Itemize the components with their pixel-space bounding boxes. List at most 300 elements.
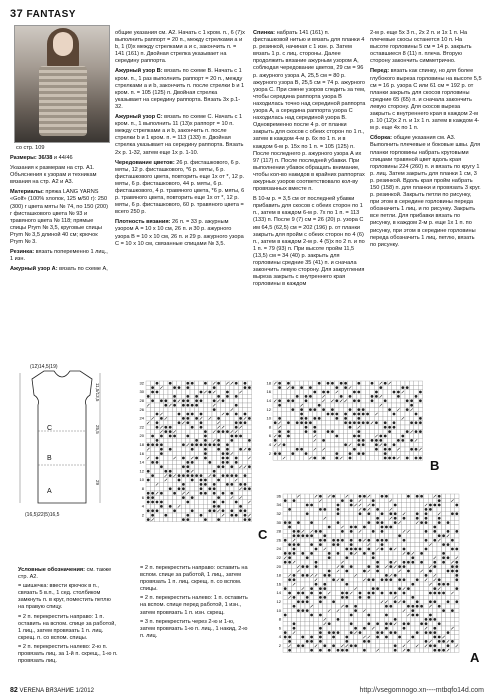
chart-cell	[283, 525, 287, 529]
chart-symbol	[182, 457, 185, 460]
chart-cell	[309, 547, 313, 551]
chart-cell	[405, 438, 409, 442]
chart-symbol	[389, 548, 392, 551]
chart-symbol	[182, 474, 185, 477]
chart-cell	[450, 551, 454, 555]
chart-cell	[221, 434, 225, 438]
chart-cell	[177, 513, 181, 517]
chart-symbol	[213, 399, 216, 402]
chart-cell	[446, 512, 450, 516]
chart-cell	[216, 451, 220, 455]
chart-symbol	[363, 495, 366, 498]
chart-cell	[301, 512, 305, 516]
chart-cell	[203, 487, 207, 491]
chart-cell	[380, 507, 384, 511]
chart-cell	[331, 595, 335, 599]
chart-symbol	[363, 508, 366, 511]
chart-cell	[323, 560, 327, 564]
chart-cell	[155, 416, 159, 420]
chart-symbol	[186, 474, 189, 477]
chart-cell	[190, 517, 194, 521]
chart-symbol	[186, 399, 189, 402]
chart-symbol	[191, 461, 194, 464]
chart-cell	[340, 551, 344, 555]
chart-cell	[349, 560, 353, 564]
chart-cell	[349, 556, 353, 560]
chart-cell	[277, 412, 281, 416]
chart-symbol	[147, 395, 150, 398]
chart-row-number: 8	[278, 616, 281, 622]
chart-symbol	[301, 565, 304, 568]
chart-cell	[428, 547, 432, 551]
chart-cell	[146, 434, 150, 438]
chart-symbol	[407, 552, 410, 555]
chart-cell	[335, 429, 339, 433]
chart-cell	[230, 517, 234, 521]
chart-cell	[365, 416, 369, 420]
chart-cell	[177, 465, 181, 469]
chart-cell	[392, 403, 396, 407]
chart-cell	[326, 407, 330, 411]
chart-symbol	[315, 583, 318, 586]
chart-cell	[379, 412, 383, 416]
chart-cell	[164, 456, 168, 460]
chart-cell	[414, 425, 418, 429]
chart-symbol	[367, 565, 370, 568]
chart-symbol	[182, 518, 185, 521]
chart-cell	[396, 381, 400, 385]
chart-symbol	[455, 587, 458, 590]
chart-cell	[441, 604, 445, 608]
chart-symbol	[297, 644, 300, 647]
chart-cell	[164, 504, 168, 508]
chart-symbol	[406, 457, 409, 460]
chart-cell	[371, 542, 375, 546]
chart-cell	[389, 538, 393, 542]
chart-cell	[327, 626, 331, 630]
chart-cell	[433, 498, 437, 502]
chart-cell	[323, 564, 327, 568]
chart-symbol	[376, 636, 379, 639]
chart-cell	[318, 582, 322, 586]
chart-cell	[397, 498, 401, 502]
chart-symbol	[438, 495, 441, 498]
chart-cell	[428, 538, 432, 542]
chart-cell	[358, 639, 362, 643]
chart-cell	[177, 460, 181, 464]
chart-symbol	[313, 457, 316, 460]
chart-cell	[177, 443, 181, 447]
chart-symbol	[379, 435, 382, 438]
chart-cell	[225, 385, 229, 389]
chart-cell	[331, 586, 335, 590]
chart-cell	[393, 569, 397, 573]
chart-cell	[371, 617, 375, 621]
chart-cell	[234, 491, 238, 495]
chart-cell	[203, 394, 207, 398]
chart-symbol	[248, 439, 251, 442]
chart-cell	[203, 473, 207, 477]
chart-cell	[199, 500, 203, 504]
chart-cell	[292, 648, 296, 652]
chart-cell	[406, 520, 410, 524]
chart-cell	[221, 447, 225, 451]
chart-cell	[273, 412, 277, 416]
chart-cell	[352, 429, 356, 433]
chart-cell	[177, 403, 181, 407]
chart-cell	[352, 456, 356, 460]
chart-symbol	[372, 556, 375, 559]
chart-cell	[194, 381, 198, 385]
chart-symbol	[388, 448, 391, 451]
chart-cell	[384, 569, 388, 573]
chart-symbol	[226, 430, 229, 433]
chart-cell	[277, 394, 281, 398]
chart-cell	[340, 547, 344, 551]
chart-cell	[234, 495, 238, 499]
chart-symbol	[297, 543, 300, 546]
chart-cell	[221, 487, 225, 491]
chart-symbol	[385, 495, 388, 498]
chart-symbol	[182, 399, 185, 402]
chart-symbol	[359, 495, 362, 498]
chart-cell	[353, 529, 357, 533]
chart-symbol	[278, 399, 281, 402]
chart-symbol	[226, 452, 229, 455]
chart-cell	[309, 626, 313, 630]
chart-cell	[305, 578, 309, 582]
chart-cell	[314, 617, 318, 621]
chart-cell	[150, 421, 154, 425]
chart-cell	[375, 556, 379, 560]
chart-symbol	[274, 452, 277, 455]
chart-cell	[146, 425, 150, 429]
chart-symbol	[306, 640, 309, 643]
chart-symbol	[349, 426, 352, 429]
chart-cell	[379, 407, 383, 411]
chart-symbol	[164, 470, 167, 473]
chart-cell	[230, 500, 234, 504]
chart-symbol	[438, 517, 441, 520]
chart-cell	[371, 648, 375, 652]
chart-cell	[301, 507, 305, 511]
chart-symbol	[160, 448, 163, 451]
chart-cell	[374, 451, 378, 455]
chart-cell	[296, 538, 300, 542]
chart-cell	[150, 381, 154, 385]
chart-cell	[247, 394, 251, 398]
chart-cell	[308, 443, 312, 447]
chart-cell	[291, 412, 295, 416]
chart-symbol	[222, 492, 225, 495]
chart-cell	[323, 512, 327, 516]
chart-symbol	[357, 382, 360, 385]
chart-cell	[286, 456, 290, 460]
chart-symbol	[425, 640, 428, 643]
chart-cell	[353, 494, 357, 498]
chart-cell	[177, 381, 181, 385]
chart-cell	[318, 560, 322, 564]
chart-cell	[203, 412, 207, 416]
chart-cell	[330, 394, 334, 398]
chart-cell	[419, 595, 423, 599]
chart-symbol	[384, 382, 387, 385]
chart-symbol	[398, 565, 401, 568]
chart-symbol	[178, 421, 181, 424]
chart-cell	[375, 582, 379, 586]
chart-cell	[374, 429, 378, 433]
chart-cell	[314, 556, 318, 560]
chart-cell	[370, 443, 374, 447]
chart-cell	[415, 547, 419, 551]
chart-symbol	[239, 505, 242, 508]
chart-cell	[446, 613, 450, 617]
chart-cell	[380, 556, 384, 560]
chart-cell	[186, 407, 190, 411]
chart-cell	[172, 465, 176, 469]
chart-cell	[230, 469, 234, 473]
chart-cell	[314, 538, 318, 542]
chart-symbol	[182, 404, 185, 407]
chart-symbol	[389, 512, 392, 515]
chart-cell	[415, 635, 419, 639]
chart-cell	[301, 494, 305, 498]
chart-cell	[455, 582, 459, 586]
chart-cell	[172, 425, 176, 429]
chart-cell	[437, 560, 441, 564]
chart-cell	[379, 425, 383, 429]
chart-cell	[349, 617, 353, 621]
chart-cell	[295, 407, 299, 411]
chart-symbol	[319, 614, 322, 617]
chart-cell	[370, 425, 374, 429]
chart-cell	[282, 390, 286, 394]
chart-cell	[455, 525, 459, 529]
chart-cell	[291, 443, 295, 447]
chart-cell	[150, 394, 154, 398]
chart-symbol	[335, 435, 338, 438]
chart-cell	[283, 639, 287, 643]
chart-cell	[146, 513, 150, 517]
chart-cell	[455, 538, 459, 542]
chart-cell	[318, 564, 322, 568]
chart-cell	[234, 509, 238, 513]
chart-symbol	[200, 421, 203, 424]
chart-symbol	[366, 421, 369, 424]
chart-cell	[172, 504, 176, 508]
chart-cell	[375, 542, 379, 546]
chart-cell	[361, 456, 365, 460]
chart-cell	[424, 595, 428, 599]
chart-cell	[411, 512, 415, 516]
chart-cell	[203, 504, 207, 508]
chart-symbol	[375, 421, 378, 424]
chart-cell	[194, 478, 198, 482]
chart-cell	[401, 403, 405, 407]
chart-cell	[199, 429, 203, 433]
chart-cell	[277, 438, 281, 442]
chart-cell	[441, 622, 445, 626]
chart-cell	[177, 509, 181, 513]
chart-cell	[273, 385, 277, 389]
chart-cell	[314, 626, 318, 630]
chart-symbol	[442, 556, 445, 559]
chart-cell	[190, 390, 194, 394]
chart-cell	[358, 600, 362, 604]
chart-cell	[327, 560, 331, 564]
chart-cell	[321, 412, 325, 416]
chart-cell	[397, 591, 401, 595]
chart-cell	[455, 591, 459, 595]
chart-symbol	[376, 508, 379, 511]
chart-cell	[402, 582, 406, 586]
chart-cell	[331, 512, 335, 516]
chart-symbol	[169, 430, 172, 433]
chart-cell	[292, 600, 296, 604]
chart-cell	[194, 500, 198, 504]
chart-cell	[389, 529, 393, 533]
chart-cell	[406, 547, 410, 551]
chart-cell	[247, 504, 251, 508]
chart-cell	[208, 421, 212, 425]
chart-cell	[168, 399, 172, 403]
chart-cell	[321, 451, 325, 455]
chart-symbol	[319, 596, 322, 599]
chart-cell	[406, 600, 410, 604]
legend2-item-2: = 2 п. перекрестить налево: 1 п. оставить на вспом. спице перед работой, 1 изн., затем провязать 1 п. изн. скрещ.	[140, 595, 248, 616]
chart-cell	[238, 460, 242, 464]
chart-cell	[243, 451, 247, 455]
chart-cell	[336, 644, 340, 648]
chart-cell	[230, 421, 234, 425]
chart-row-number: 22	[276, 555, 281, 560]
chart-symbol	[293, 534, 296, 537]
chart-cell	[283, 529, 287, 533]
chart-cell	[389, 613, 393, 617]
chart-symbol	[235, 404, 238, 407]
chart-cell	[348, 429, 352, 433]
chart-symbol	[213, 386, 216, 389]
chart-cell	[358, 578, 362, 582]
chart-cell	[331, 507, 335, 511]
chart-cell	[339, 425, 343, 429]
chart-cell	[323, 525, 327, 529]
chart-symbol	[367, 592, 370, 595]
chart-cell	[441, 644, 445, 648]
chart-cell	[208, 478, 212, 482]
chart-cell	[358, 635, 362, 639]
chart-cell	[318, 547, 322, 551]
chart-cell	[419, 542, 423, 546]
chart-cell	[397, 525, 401, 529]
chart-cell	[380, 516, 384, 520]
chart-cell	[371, 644, 375, 648]
chart-symbol	[411, 583, 414, 586]
chart-symbol	[332, 631, 335, 634]
chart-cell	[374, 425, 378, 429]
chart-cell	[371, 538, 375, 542]
chart-cell	[339, 412, 343, 416]
chart-cell	[387, 434, 391, 438]
chart-symbol	[388, 426, 391, 429]
chart-symbol	[319, 508, 322, 511]
chart-symbol	[244, 509, 247, 512]
chart-cell	[353, 622, 357, 626]
chart-symbol	[349, 395, 352, 398]
chart-cell	[146, 416, 150, 420]
chart-cell	[304, 390, 308, 394]
chart-symbol	[319, 600, 322, 603]
chart-cell	[327, 547, 331, 551]
chart-cell	[411, 498, 415, 502]
chart-cell	[296, 648, 300, 652]
chart-cell	[384, 520, 388, 524]
chart-cell	[296, 512, 300, 516]
chart-cell	[172, 460, 176, 464]
chart-symbol	[186, 461, 189, 464]
chart-cell	[380, 560, 384, 564]
chart-cell	[295, 451, 299, 455]
chart-symbol	[419, 391, 422, 394]
chart-cell	[283, 617, 287, 621]
chart-cell	[362, 498, 366, 502]
chart-symbol	[204, 479, 207, 482]
chart-cell	[330, 403, 334, 407]
chart-cell	[340, 635, 344, 639]
chart-cell	[405, 451, 409, 455]
chart-cell	[411, 569, 415, 573]
chart-symbol	[169, 448, 172, 451]
chart-cell	[396, 434, 400, 438]
chart-symbol	[350, 622, 353, 625]
chart-cell	[186, 447, 190, 451]
chart-symbol	[385, 539, 388, 542]
chart-cell	[336, 534, 340, 538]
chart-cell	[336, 586, 340, 590]
chart-symbol	[288, 521, 291, 524]
chart-cell	[314, 630, 318, 634]
chart-cell	[164, 451, 168, 455]
chart-cell	[392, 385, 396, 389]
chart-cell	[345, 542, 349, 546]
chart-row-number: 28	[276, 528, 281, 534]
chart-cell	[392, 451, 396, 455]
chart-cell	[296, 582, 300, 586]
chart-cell	[383, 385, 387, 389]
chart-cell	[318, 503, 322, 507]
chart-symbol	[151, 461, 154, 464]
chart-cell	[305, 630, 309, 634]
chart-cell	[314, 608, 318, 612]
chart-cell	[349, 534, 353, 538]
chart-cell	[365, 425, 369, 429]
chart-cell	[230, 394, 234, 398]
chart-row-number: 24	[139, 415, 144, 421]
chart-cell	[291, 421, 295, 425]
chart-cell	[367, 534, 371, 538]
chart-cell	[357, 394, 361, 398]
chart-cell	[441, 494, 445, 498]
chart-cell	[455, 498, 459, 502]
chart-symbol	[353, 391, 356, 394]
chart-cell	[291, 381, 295, 385]
chart-cell	[190, 429, 194, 433]
chart-cell	[321, 429, 325, 433]
chart-cell	[428, 516, 432, 520]
chart-cell	[335, 421, 339, 425]
chart-symbol	[416, 605, 419, 608]
chart-cell	[343, 403, 347, 407]
